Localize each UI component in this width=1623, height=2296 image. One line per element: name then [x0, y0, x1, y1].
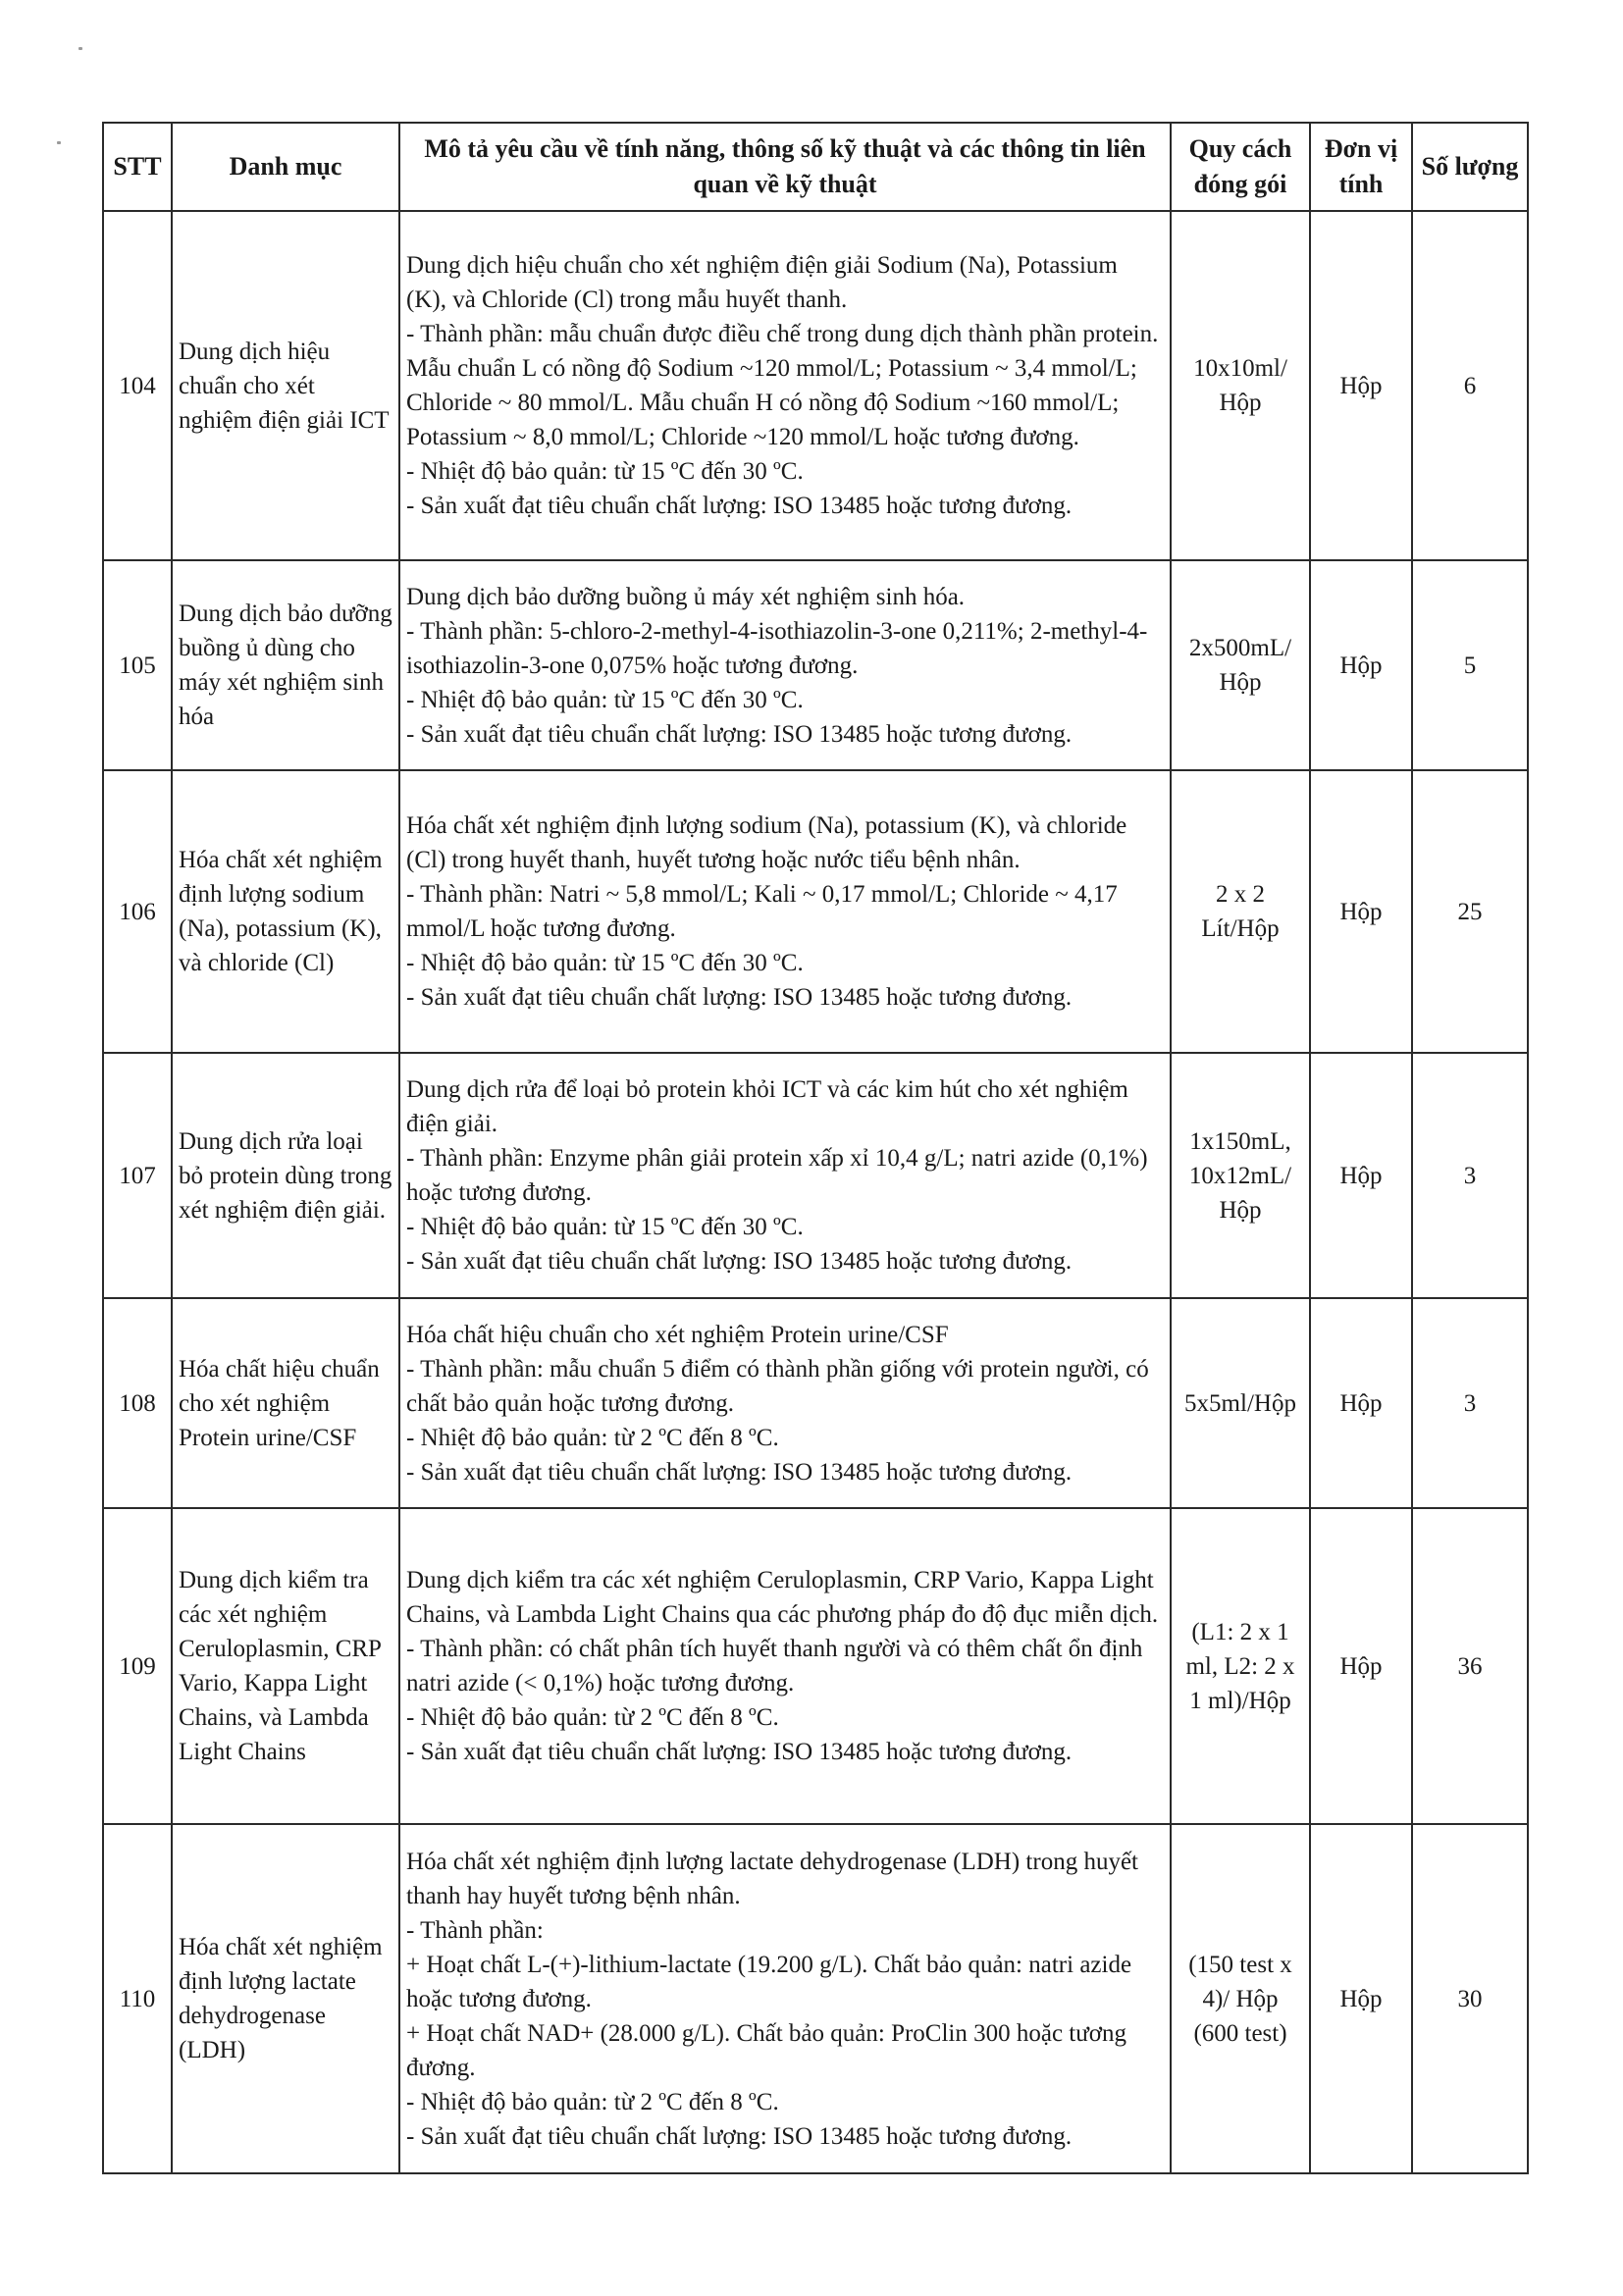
row-desc: [399, 211, 1171, 560]
row-desc: [399, 770, 1171, 1053]
desc-line: - Sản xuất đạt tiêu chuẩn chất lượng: ISO 13485 hoặc tương đương.: [406, 2122, 1073, 2150]
desc-line: + Hoạt chất NAD+ (28.000 g/L). Chất bảo quản: ProClin 300 hoặc tương đương.: [406, 2019, 1127, 2081]
desc-line: + Hoạt chất L-(+)-lithium-lactate (19.200 g/L). Chất bảo quản: natri azide hoặc tương đương.: [406, 1951, 1132, 2012]
row-pack: (L1: 2 x 1 ml, L2: 2 x 1 ml)/Hộp: [1171, 1508, 1310, 1824]
row-unit: Hộp: [1310, 1824, 1412, 2173]
row-desc: [399, 1053, 1171, 1298]
row-name: Hóa chất xét nghiệm định lượng lactate dehydrogenase (LDH): [172, 1824, 399, 2173]
row-name: Hóa chất xét nghiệm định lượng sodium (Na), potassium (K), và chloride (Cl): [172, 770, 399, 1053]
desc-line: Dung dịch kiểm tra các xét nghiệm Ceruloplasmin, CRP Vario, Kappa Light Chains, và Lambda Light Chains qua các phương pháp đo độ đục miễn dịch.: [406, 1567, 1159, 1628]
row-pack: 10x10ml/ Hộp: [1171, 211, 1310, 560]
row-name: Hóa chất hiệu chuẩn cho xét nghiệm Protein urine/CSF: [172, 1298, 399, 1508]
row-qty: 25: [1412, 770, 1528, 1053]
desc-line: - Thành phần: Natri ~ 5,8 mmol/L; Kali ~ 0,17 mmol/L; Chloride ~ 4,17 mmol/L hoặc tương đương.: [406, 881, 1118, 942]
header-unit: Đơn vị tính: [1310, 123, 1412, 211]
scan-speck: [57, 141, 61, 144]
row-name: Dung dịch bảo dưỡng buồng ủ dùng cho máy xét nghiệm sinh hóa: [172, 560, 399, 770]
row-name: Dung dịch rửa loại bỏ protein dùng trong xét nghiệm điện giải.: [172, 1053, 399, 1298]
row-qty: 36: [1412, 1508, 1528, 1824]
row-stt: 106: [103, 770, 172, 1053]
desc-line: Hóa chất xét nghiệm định lượng lactate dehydrogenase (LDH) trong huyết thanh hay huyết tương bệnh nhân.: [406, 1848, 1138, 1909]
header-stt: STT: [103, 123, 172, 211]
desc-line: Dung dịch rửa để loại bỏ protein khỏi ICT và các kim hút cho xét nghiệm điện giải.: [406, 1076, 1128, 1137]
row-qty: 5: [1412, 560, 1528, 770]
table-row: [103, 211, 1528, 560]
table-row: [103, 1298, 1528, 1508]
row-stt: 110: [103, 1824, 172, 2173]
header-pack: Quy cách đóng gói: [1171, 123, 1310, 211]
desc-line: - Sản xuất đạt tiêu chuẩn chất lượng: ISO 13485 hoặc tương đương.: [406, 493, 1073, 519]
row-unit: Hộp: [1310, 770, 1412, 1053]
table-row: [103, 1824, 1528, 2173]
desc-line: Dung dịch hiệu chuẩn cho xét nghiệm điện giải Sodium (Na), Potassium (K), và Chloride (Cl) trong mẫu huyết thanh.: [406, 252, 1118, 313]
desc-line: - Nhiệt độ bảo quản: từ 15 ºC đến 30 ºC.: [406, 950, 804, 976]
row-stt: 105: [103, 560, 172, 770]
row-unit: Hộp: [1310, 560, 1412, 770]
table-header-row: [103, 123, 1528, 211]
row-unit: Hộp: [1310, 211, 1412, 560]
row-unit: Hộp: [1310, 1508, 1412, 1824]
row-qty: 6: [1412, 211, 1528, 560]
desc-line: - Nhiệt độ bảo quản: từ 15 ºC đến 30 ºC.: [406, 1214, 804, 1240]
desc-line: - Nhiệt độ bảo quản: từ 2 ºC đến 8 ºC.: [406, 1704, 779, 1731]
row-desc: [399, 1824, 1171, 2173]
row-desc: [399, 1508, 1171, 1824]
row-unit: Hộp: [1310, 1053, 1412, 1298]
desc-line: - Thành phần:: [406, 1916, 544, 1944]
table-row: [103, 1508, 1528, 1824]
table-row: [103, 1053, 1528, 1298]
desc-line: Hóa chất xét nghiệm định lượng sodium (Na), potassium (K), và chloride (Cl) trong huyết thanh, huyết tương hoặc nước tiểu bệnh nhân.: [406, 812, 1127, 873]
row-pack: 5x5ml/Hộp: [1171, 1298, 1310, 1508]
row-stt: 108: [103, 1298, 172, 1508]
row-unit: Hộp: [1310, 1298, 1412, 1508]
row-desc: [399, 1298, 1171, 1508]
table-row: [103, 770, 1528, 1053]
header-name: Danh mục: [172, 123, 399, 211]
row-qty: 3: [1412, 1053, 1528, 1298]
row-name: Dung dịch hiệu chuẩn cho xét nghiệm điện giải ICT: [172, 211, 399, 560]
row-pack: 2 x 2 Lít/Hộp: [1171, 770, 1310, 1053]
desc-line: - Nhiệt độ bảo quản: từ 2 ºC đến 8 ºC.: [406, 1424, 779, 1451]
desc-line: - Sản xuất đạt tiêu chuẩn chất lượng: ISO 13485 hoặc tương đương.: [406, 1739, 1073, 1765]
row-stt: 107: [103, 1053, 172, 1298]
desc-line: - Sản xuất đạt tiêu chuẩn chất lượng: ISO 13485 hoặc tương đương.: [406, 720, 1073, 748]
desc-line: - Thành phần: mẫu chuẩn 5 điểm có thành phần giống với protein người, có chất bảo quản hoặc tương đương.: [406, 1355, 1149, 1417]
desc-line: - Nhiệt độ bảo quản: từ 15 ºC đến 30 ºC.: [406, 686, 804, 713]
header-qty: Số lượng: [1412, 123, 1528, 211]
desc-line: - Sản xuất đạt tiêu chuẩn chất lượng: ISO 13485 hoặc tương đương.: [406, 1458, 1073, 1486]
desc-line: - Nhiệt độ bảo quản: từ 15 ºC đến 30 ºC.: [406, 458, 804, 485]
row-pack: 2x500mL/ Hộp: [1171, 560, 1310, 770]
desc-line: Dung dịch bảo dưỡng buồng ủ máy xét nghiệm sinh hóa.: [406, 583, 966, 610]
scan-speck: [79, 47, 82, 50]
row-qty: 3: [1412, 1298, 1528, 1508]
desc-line: Hóa chất hiệu chuẩn cho xét nghiệm Protein urine/CSF: [406, 1321, 949, 1348]
row-pack: (150 test x 4)/ Hộp (600 test): [1171, 1824, 1310, 2173]
row-desc: [399, 560, 1171, 770]
desc-line: - Thành phần: có chất phân tích huyết thanh người và có thêm chất ổn định natri azide (< 0,1%) hoặc tương đương.: [406, 1636, 1143, 1696]
row-stt: 109: [103, 1508, 172, 1824]
table-row: [103, 560, 1528, 770]
row-stt: 104: [103, 211, 172, 560]
desc-line: - Sản xuất đạt tiêu chuẩn chất lượng: ISO 13485 hoặc tương đương.: [406, 1248, 1073, 1275]
row-qty: 30: [1412, 1824, 1528, 2173]
header-desc: Mô tả yêu cầu về tính năng, thông số kỹ thuật và các thông tin liên quan về kỹ thuật: [399, 123, 1171, 211]
desc-line: - Nhiệt độ bảo quản: từ 2 ºC đến 8 ºC.: [406, 2088, 779, 2115]
desc-line: - Thành phần: mẫu chuẩn được điều chế trong dung dịch thành phần protein. Mẫu chuẩn L có nồng độ Sodium ~120 mmol/L; Potassium ~ 3,4 mmol/L; Chloride ~ 80 mmol/L. Mẫu chuẩn H có nồng độ Sodium ~160 mmol/L; Potassium ~ 8,0 mmol/L; Chloride ~120 mmol/L hoặc tương đương.: [406, 321, 1159, 450]
desc-line: - Sản xuất đạt tiêu chuẩn chất lượng: ISO 13485 hoặc tương đương.: [406, 984, 1073, 1011]
row-pack: 1x150mL, 10x12mL/ Hộp: [1171, 1053, 1310, 1298]
row-name: Dung dịch kiểm tra các xét nghiệm Ceruloplasmin, CRP Vario, Kappa Light Chains, và Lambda Light Chains: [172, 1508, 399, 1824]
desc-line: - Thành phần: Enzyme phân giải protein xấp xỉ 10,4 g/L; natri azide (0,1%) hoặc tương đương.: [406, 1145, 1148, 1206]
desc-line: - Thành phần: 5-chloro-2-methyl-4-isothiazolin-3-one 0,211%; 2-methyl-4-isothiazolin-3-one 0,075% hoặc tương đương.: [406, 617, 1148, 679]
product-spec-table: [102, 122, 1529, 2174]
